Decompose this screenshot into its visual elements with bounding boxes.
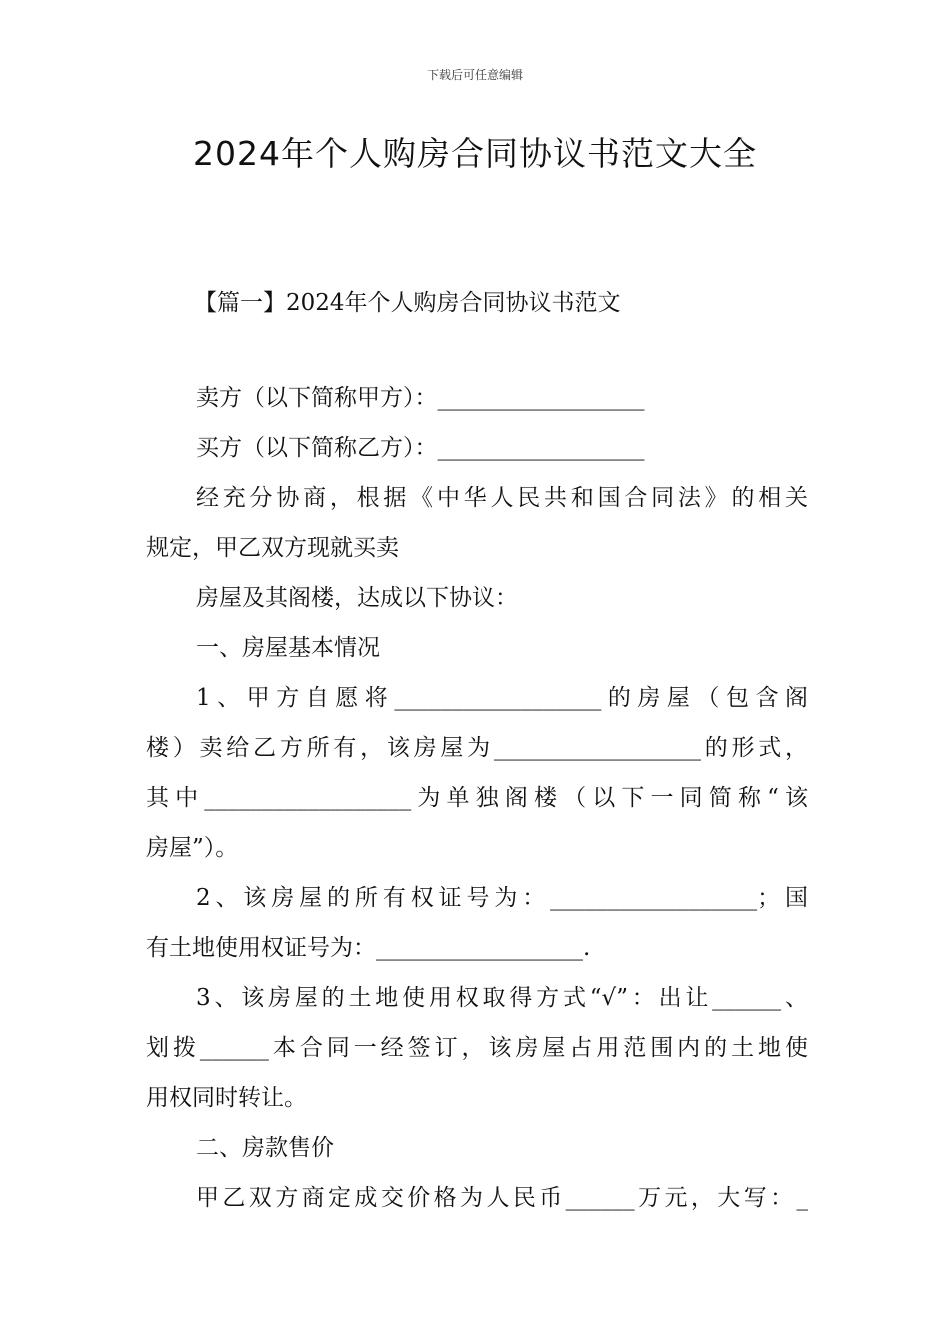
paragraph-line: 2、该房屋的所有权证号为：__________________；国 [196,885,808,911]
section-heading: 【篇一】2024年个人购房合同协议书范文 [194,290,621,316]
paragraph-line: 用权同时转让。 [146,1085,307,1111]
paragraph-line: 甲乙双方商定成交价格为人民币______万元，大写：_ [196,1185,808,1211]
contract-body [146,373,808,1223]
header-note: 下载后可任意编辑 [426,68,523,82]
clause-heading: 一、房屋基本情况 [196,635,380,661]
seller-line: 卖方（以下简称甲方）：__________________ [196,385,645,411]
paragraph-line: 划拨______本合同一经签订，该房屋占用范围内的土地使 [146,1035,808,1061]
paragraph-line: 有土地使用权证号为：__________________. [146,935,591,961]
paragraph-line: 规定，甲乙双方现就买卖 [146,535,399,561]
paragraph-line: 3、该房屋的土地使用权取得方式“√”：出让______、 [196,985,808,1011]
paragraph-line: 经充分协商，根据《中华人民共和国合同法》的相关 [196,485,808,511]
buyer-line: 买方（以下简称乙方）：__________________ [196,435,645,461]
paragraph-line: 其中__________________为单独阁楼（以下一同简称“该 [146,785,808,811]
clause-heading: 二、房款售价 [196,1135,334,1161]
paragraph-line: 房屋”）。 [146,835,239,861]
document-title: 2024年个人购房合同协议书范文大全 [193,134,757,173]
paragraph-line: 房屋及其阁楼，达成以下协议： [196,585,518,611]
paragraph-line: 楼）卖给乙方所有，该房屋为__________________的形式， [146,735,808,761]
paragraph-line: 1、甲方自愿将__________________的房屋（包含阁 [196,685,808,711]
